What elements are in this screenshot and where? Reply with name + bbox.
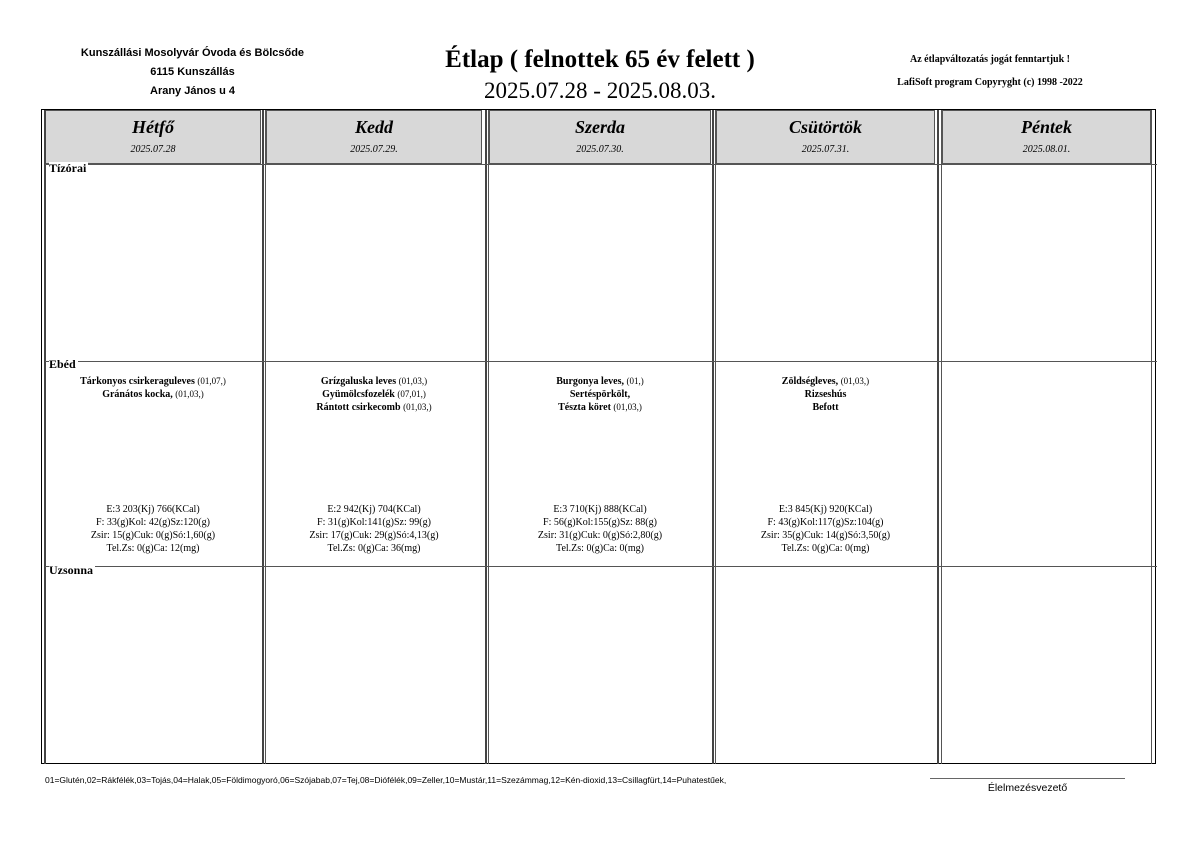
dish-line <box>266 388 482 401</box>
saturated-fat-line: Tel.Zs: 0(g)Ca: 36(mg) <box>327 543 421 554</box>
lunch-cell-thursday <box>716 375 935 414</box>
nutrition-thursday <box>716 503 935 555</box>
change-notice: Az étlapváltozatás jogát fenntartjuk ! <box>910 54 1070 65</box>
lunch-cell-monday <box>45 375 261 401</box>
dish-line <box>716 388 935 401</box>
energy-line: E:2 942(Kj) 704(KCal) <box>327 504 421 515</box>
protein-line: F: 31(g)Kol:141(g)Sz: 99(g) <box>317 517 431 528</box>
dish-line <box>45 375 261 388</box>
saturated-fat-line: Tel.Zs: 0(g)Ca: 0(mg) <box>556 543 644 554</box>
allergen-codes: (07,01,) <box>397 389 426 399</box>
meal-label-afternoon: Uzsonna <box>49 563 94 577</box>
meal-label-lunch: Ebéd <box>49 357 76 371</box>
nutrition-monday <box>45 503 261 555</box>
energy-line: E:3 203(Kj) 766(KCal) <box>106 504 200 515</box>
dish-name: Rizseshús <box>804 389 847 400</box>
allergen-codes: (01,03,) <box>613 402 642 412</box>
dish-name: Gránátos kocka, <box>102 389 173 400</box>
column-divider <box>1151 110 1152 764</box>
dish-line <box>266 375 482 388</box>
day-header-tuesday <box>266 110 482 164</box>
column-divider <box>44 110 46 764</box>
day-name: Péntek <box>1021 117 1072 137</box>
day-name: Hétfő <box>132 117 174 137</box>
dish-line <box>489 375 711 388</box>
protein-line: F: 56(g)Kol:155(g)Sz: 88(g) <box>543 517 657 528</box>
energy-line: E:3 845(Kj) 920(KCal) <box>778 504 873 515</box>
page-title: Étlap ( felnottek 65 év felett ) <box>445 46 755 73</box>
day-name: Csütörtök <box>788 117 863 137</box>
fat-line: Zsir: 35(g)Cuk: 14(g)Só:3,50(g) <box>760 530 891 541</box>
date-range: 2025.07.28 - 2025.08.03. <box>484 78 716 103</box>
day-name: Kedd <box>355 117 393 137</box>
protein-line: F: 33(g)Kol: 42(g)Sz:120(g) <box>96 517 210 528</box>
saturated-fat-line: Tel.Zs: 0(g)Ca: 0(mg) <box>781 543 870 554</box>
org-name: Kunszállási Mosolyvár Óvoda és Bölcsőde <box>80 47 305 59</box>
dish-name: Grízgaluska leves <box>320 376 397 387</box>
row-divider <box>45 566 1157 567</box>
column-divider <box>265 110 266 764</box>
allergen-codes: (01,03,) <box>398 376 428 386</box>
dish-name: Burgonya leves, <box>556 376 625 387</box>
organization-info <box>60 44 325 101</box>
day-date: 2025.07.29. <box>350 144 398 155</box>
dish-name: Befott <box>812 402 839 413</box>
allergen-codes: (01,03,) <box>840 376 870 386</box>
fat-line: Zsir: 31(g)Cuk: 0(g)Só:2,80(g) <box>537 530 663 541</box>
copyright-text: LafiSoft program Copyryght (c) 1998 -2022 <box>897 77 1083 88</box>
allergen-codes: (01,) <box>626 376 644 386</box>
row-divider <box>45 361 1157 362</box>
lunch-cell-wednesday <box>489 375 711 414</box>
dish-name: Zöldségleves, <box>781 376 839 387</box>
day-header-wednesday <box>489 110 711 164</box>
dish-line <box>266 401 482 414</box>
energy-line: E:3 710(Kj) 888(KCal) <box>553 504 647 515</box>
menu-table <box>41 109 1156 764</box>
org-street: Arany János u 4 <box>150 85 235 97</box>
dish-name: Tészta köret <box>558 402 611 413</box>
title-block <box>400 44 800 106</box>
day-date: 2025.08.01. <box>1022 144 1071 155</box>
meal-label-morning: Tízórai <box>49 161 87 175</box>
dish-name: Tárkonyos csirkeraguleves <box>80 376 195 387</box>
day-date: 2025.07.28 <box>130 144 176 155</box>
org-city: 6115 Kunszállás <box>150 66 235 78</box>
column-divider <box>488 110 489 764</box>
lunch-cell-tuesday <box>266 375 482 414</box>
day-date: 2025.07.30. <box>576 144 624 155</box>
day-header-thursday <box>716 110 935 164</box>
dish-name: Sertéspörkölt, <box>569 389 631 400</box>
nutrition-tuesday <box>266 503 482 555</box>
signature-label: Élelmezésvezető <box>987 782 1068 794</box>
signature-line <box>930 778 1125 779</box>
fat-line: Zsir: 17(g)Cuk: 29(g)Só:4,13(g) <box>309 530 439 541</box>
dish-name: Gyümölcsfozelék <box>322 389 395 400</box>
column-divider <box>715 110 716 764</box>
allergen-legend: 01=Glutén,02=Rákfélék,03=Tojás,04=Halak,05=Földimogyoró,06=Szójabab,07=Tej,08=Diófélék,09=Zeller,10=Mustár,11=Szezámmag,12=Kén-dioxid,13=Csillagfürt,14=Puhatestűek, <box>45 775 727 785</box>
day-name: Szerda <box>574 117 625 137</box>
day-date: 2025.07.31. <box>801 144 850 155</box>
allergen-codes: (01,03,) <box>175 389 204 399</box>
day-header-monday <box>45 110 261 164</box>
dish-line <box>45 388 261 401</box>
saturated-fat-line: Tel.Zs: 0(g)Ca: 12(mg) <box>106 543 200 554</box>
nutrition-wednesday <box>489 503 711 555</box>
fat-line: Zsir: 15(g)Cuk: 0(g)Só:1,60(g) <box>90 530 216 541</box>
dish-line <box>489 388 711 401</box>
notice-block <box>840 48 1140 94</box>
allergen-codes: (01,07,) <box>197 376 226 386</box>
day-header-friday <box>942 110 1151 164</box>
column-divider <box>941 110 942 764</box>
dish-line <box>716 375 935 388</box>
column-divider <box>712 110 714 764</box>
protein-line: F: 43(g)Kol:117(g)Sz:104(g) <box>767 517 884 528</box>
row-divider <box>45 164 1157 165</box>
column-divider <box>937 110 939 764</box>
column-divider <box>262 110 264 764</box>
column-divider <box>485 110 487 764</box>
dish-name: Rántott csirkecomb <box>316 402 401 413</box>
dish-line <box>716 401 935 414</box>
allergen-codes: (01,03,) <box>403 402 432 412</box>
dish-line <box>489 401 711 414</box>
